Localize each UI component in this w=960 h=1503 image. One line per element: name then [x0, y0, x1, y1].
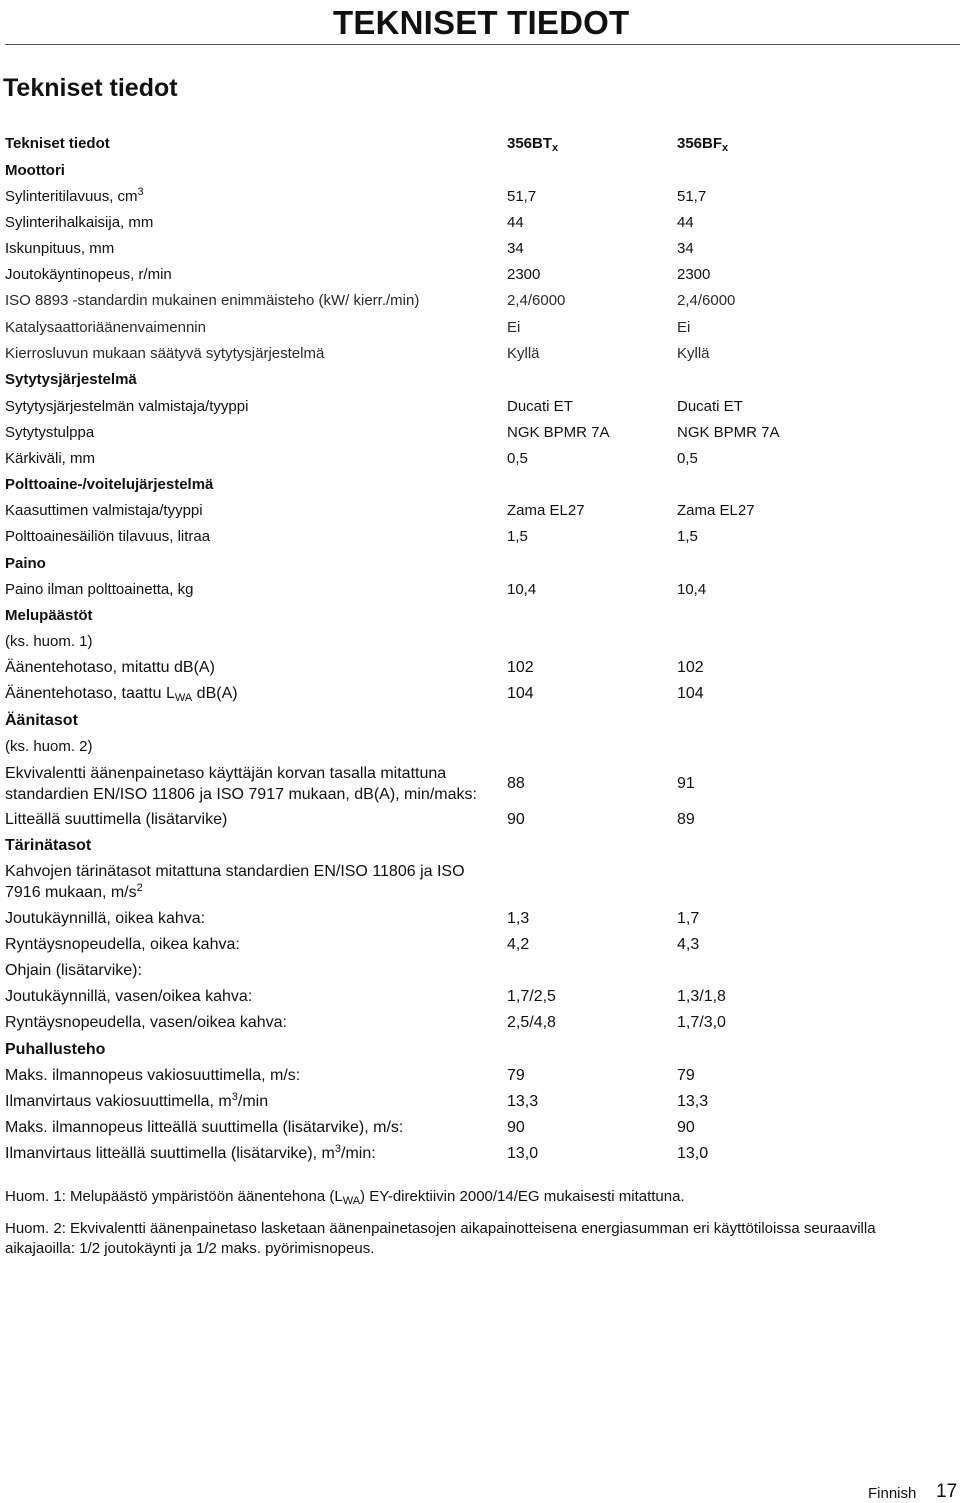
model-356bfx-header: $356BF_x$ [677, 135, 729, 154]
footnote-2: Huom. 2: Ekvivalentti äänenpainetaso lasketaan äänenpainetasojen aikapainotteisena energiasumman eri käyttötiloissa seuraavilla aikajaoilla: 1/2 joutokäynti ja 1/2 maks. pyörimisnopeus. [5, 1220, 876, 1257]
footer-language: Finnish [868, 1485, 917, 1502]
section-title: Tekniset tiedot [3, 74, 178, 102]
spec-table: Tekniset tiedot $356BT_x$ $356BF_x$ Moottori Sylinteritilavuus, $cm^3$ 51,7 51,7 Sylinterihalkaisija, mm 44 44 Iskunpituus, mm 34 34 Joutokäyntinopeus, r/min 2300 2300 ISO 8893 -standardin mukainen enimmäisteho (kW/ kierr./min) 2,4/6000 2,4/6000 Katalysaattoriäänenvaimennin Ei Ei Kierrosluvun mukaan säätyvä sytytysjärjestelmä Kyllä Kyllä Sytytysjärjestelmä Sytytysjärjestelmän valmistaja/tyyppi Ducati ET Ducati ET Sytytystulppa NGK BPMR 7A NGK BPMR 7A Kärkiväli, mm 0,5 0,5 Polttoaine-/voitelujärjestelmä Kaasuttimen valmistaja/tyyppi Zama EL27 Zama EL27 Polttoainesäiliön tilavuus, litraa 1,5 1,5 Paino Paino ilman polttoainetta, kg 10,4 10,4 Melupäästöt (ks. huom. 1) Äänentehotaso, mitattu dB(A) 102 102 Äänentehotaso, taattu $L_{WA}$ dB(A) 104 104 Äänitasot (ks. huom. 2) Ekvivalentti äänenpainetaso käyttäjän korvan tasalla mitattuna standardien EN/ISO 11806 ja ISO 7917 mukaan, dB(A), min/maks: 88 91 Litteällä suuttimella (lisätarvike) 90 89 Tärinätasot Kahvojen tärinätasot mitattuna standardien EN/ISO 11806 ja ISO 7916 mukaan, $m/s^2$ Joutukäynnillä, oikea kahva: 1,3 1,7 Ryntäysnopeudella, oikea kahva: 4,2 4,3 Ohjain (lisätarvike): Joutukäynnillä, vasen/oikea kahva: 1,7/2,5 1,3/1,8 Ryntäysnopeudella, vasen/oikea kahva: 2,5/4,8 1,7/3,0 Puhallusteho Maks. ilmannopeus vakiosuuttimella, m/s: 79 79 Ilmanvirtaus vakiosuuttimella, $m^3/\min$ 13,3 13,3 Maks. ilmannopeus litteällä suuttimella (lisätarvike), m/s: 90 90 Ilmanvirtaus litteällä suuttimella (lisätarvike), $m^3/\min$: 13,0 13,0 [5, 135, 780, 1162]
page-header-title: TEKNISET TIEDOT [333, 4, 630, 41]
model-356btx-header: $356BT_x$ [507, 135, 559, 154]
table-header-label: Tekniset tiedot [5, 135, 110, 152]
page-number: 17 [936, 1481, 958, 1502]
footnote-1: Huom. 1: Melupäästö ympäristöön äänentehona $(L_{WA})$ EY-direktiivin 2000/14/EG mukaisesti mitattuna. [5, 1188, 685, 1207]
